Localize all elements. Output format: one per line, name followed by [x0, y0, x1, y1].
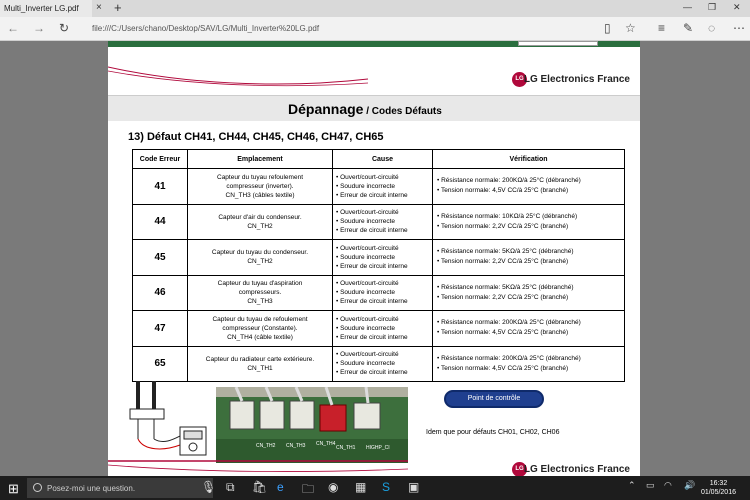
- favorite-star-icon[interactable]: ☆: [625, 21, 636, 35]
- page-subtitle: / Codes Défauts: [363, 106, 442, 117]
- photo-label-th1: CN_TH1: [336, 445, 356, 451]
- cause-cell-line: • Ouvert/court-circuité: [336, 351, 399, 359]
- tray-up-icon[interactable]: ⌃: [628, 480, 636, 490]
- table-header-row: [133, 150, 625, 169]
- photo-label-th3: CN_TH3: [286, 443, 306, 449]
- app-icon[interactable]: ▣: [408, 480, 420, 494]
- table-row: [133, 204, 625, 240]
- location-cell-line: CN_TH2: [247, 258, 273, 266]
- cause-cell-line: • Soudure incorrecte: [336, 324, 396, 332]
- table-row: [133, 275, 625, 311]
- photo-label-highp: HIGHP_CI: [366, 445, 390, 451]
- header-swoosh: [108, 65, 368, 89]
- location-cell-line: compresseur (Constante).: [222, 324, 298, 332]
- title-bar: [108, 95, 640, 121]
- footer-lg-logo: LG: [512, 462, 527, 477]
- clock[interactable]: [701, 479, 736, 497]
- lg-logo: LG: [512, 72, 527, 87]
- verification-cell-line: • Résistance normale: 10KΩ/à 25°C (débranché): [437, 212, 578, 220]
- cortana-search[interactable]: [27, 478, 213, 498]
- location-cell-line: CN_TH3: [247, 298, 273, 306]
- verification-cell: [433, 311, 625, 347]
- cause-cell: [333, 311, 433, 347]
- tab-close-icon[interactable]: ×: [96, 2, 102, 13]
- photo-label-th2: CN_TH2: [256, 443, 276, 449]
- network-icon[interactable]: ◠: [664, 480, 672, 490]
- verification-cell-line: • Tension normale: 2,2V CC/à 25°C (branché): [437, 293, 569, 301]
- refresh-icon[interactable]: ↻: [59, 21, 70, 35]
- location-cell-line: compresseurs.: [238, 289, 282, 297]
- location-cell: [188, 240, 333, 276]
- verification-cell: [433, 275, 625, 311]
- cause-cell: [333, 169, 433, 205]
- verification-cell-line: • Tension normale: 4,5V CC/à 25°C (branché): [437, 364, 569, 372]
- table-row: [133, 169, 625, 205]
- chrome-icon[interactable]: ◉: [328, 480, 339, 494]
- location-cell-line: Capteur du tuyau de refoulement: [212, 315, 308, 323]
- volume-icon[interactable]: 🔊: [684, 480, 696, 490]
- skype-icon[interactable]: S: [382, 480, 391, 494]
- location-cell-line: CN_TH4 (câble textile): [227, 333, 293, 341]
- cause-cell-line: • Ouvert/court-circuité: [336, 244, 399, 252]
- windows-start-icon[interactable]: ⊞: [8, 481, 19, 496]
- verification-cell: [433, 346, 625, 382]
- cause-cell-line: • Erreur de circuit interne: [336, 227, 408, 235]
- cause-cell: [333, 346, 433, 382]
- verification-cell-line: • Résistance normale: 5KΩ/à 25°C (débranché): [437, 248, 574, 256]
- table-header-cell: Cause: [333, 150, 433, 169]
- search-placeholder: Posez-moi une question.: [47, 484, 136, 493]
- footer-swoosh: [108, 459, 408, 476]
- table-row: [133, 240, 625, 276]
- page-title: [288, 101, 442, 117]
- verification-cell-line: • Tension normale: 4,5V CC/à 25°C (branché): [437, 329, 569, 337]
- page-footer: [108, 459, 640, 476]
- control-point-button[interactable]: Point de contrôle: [444, 390, 544, 408]
- location-cell-line: Capteur du tuyau d'aspiration: [217, 280, 303, 288]
- verification-cell-line: • Tension normale: 2,2V CC/à 25°C (branché): [437, 222, 569, 230]
- cause-cell-line: • Soudure incorrecte: [336, 253, 396, 261]
- pcb-photo: [216, 387, 408, 463]
- cause-cell-line: • Soudure incorrecte: [336, 182, 396, 190]
- cause-cell-line: • Erreur de circuit interne: [336, 262, 408, 270]
- minimize-icon[interactable]: —: [683, 2, 692, 12]
- cause-cell-line: • Soudure incorrecte: [336, 289, 396, 297]
- verification-cell-line: • Tension normale: 4,5V CC/à 25°C (branché): [437, 187, 569, 195]
- task-view-icon[interactable]: ⧉: [226, 480, 235, 494]
- microphone-icon[interactable]: 🎙: [201, 480, 217, 494]
- share-icon[interactable]: ◌: [708, 21, 716, 35]
- location-cell-line: CN_TH3 (câbles textile): [225, 191, 295, 199]
- web-note-icon[interactable]: ✎: [683, 21, 694, 35]
- forward-icon[interactable]: →: [33, 21, 45, 35]
- store-icon[interactable]: 🛍: [252, 480, 268, 494]
- pdf-page: [108, 47, 640, 476]
- section-heading: 13) Défaut CH41, CH44, CH45, CH46, CH47, CH65: [128, 131, 384, 143]
- cause-cell-line: • Erreur de circuit interne: [336, 333, 408, 341]
- clock-time: 16:32: [709, 480, 728, 487]
- page-header: [108, 67, 640, 91]
- page-title-main: Dépannage: [288, 101, 364, 117]
- verification-cell-line: • Résistance normale: 200KΩ/à 25°C (débranché): [437, 319, 581, 327]
- tab-bar: [0, 0, 750, 17]
- location-cell-line: compresseur (inverter).: [226, 182, 294, 190]
- cause-cell: [333, 240, 433, 276]
- cause-cell-line: • Erreur de circuit interne: [336, 191, 408, 199]
- tab-title: Multi_Inverter LG.pdf: [4, 4, 79, 13]
- new-tab-icon[interactable]: +: [114, 0, 122, 15]
- location-cell: [188, 346, 333, 382]
- error-code-cell: 44: [133, 204, 188, 240]
- cause-cell: [333, 275, 433, 311]
- close-window-icon[interactable]: ✕: [733, 2, 741, 12]
- cause-cell: [333, 204, 433, 240]
- location-cell-line: CN_TH2: [247, 222, 273, 230]
- browser-tab[interactable]: [0, 0, 92, 17]
- table-header-cell: Vérification: [433, 150, 625, 169]
- cause-cell-line: • Ouvert/court-circuité: [336, 173, 399, 181]
- battery-icon[interactable]: ▭: [646, 480, 655, 490]
- footer-brand-name: LG Electronics France: [523, 464, 630, 475]
- photo-label-th4: CN_TH4: [316, 441, 336, 447]
- verification-cell: [433, 240, 625, 276]
- cause-cell-line: • Erreur de circuit interne: [336, 298, 408, 306]
- brand-name: LG Electronics France: [523, 74, 630, 85]
- verification-cell-line: • Résistance normale: 200KΩ/à 25°C (débranché): [437, 354, 581, 362]
- location-cell-line: Capteur d'air du condenseur.: [218, 213, 302, 221]
- error-code-cell: 45: [133, 240, 188, 276]
- taskbar: [0, 476, 750, 500]
- location-cell: [188, 275, 333, 311]
- error-code-cell: 46: [133, 275, 188, 311]
- cause-cell-line: • Ouvert/court-circuité: [336, 315, 399, 323]
- error-codes-table: [132, 149, 625, 382]
- error-code-cell: 41: [133, 169, 188, 205]
- verification-cell-line: • Tension normale: 2,2V CC/à 25°C (branché): [437, 258, 569, 266]
- location-cell: [188, 311, 333, 347]
- address-field[interactable]: file:///C:/Users/chano/Desktop/SAV/LG/Multi_Inverter%20LG.pdf: [92, 24, 320, 33]
- clock-date: 01/05/2016: [700, 489, 736, 496]
- cause-cell-line: • Ouvert/court-circuité: [336, 280, 399, 288]
- location-cell-line: Capteur du tuyau refoulement: [217, 173, 303, 181]
- table-header-cell: Code Erreur: [133, 150, 188, 169]
- cause-cell-line: • Ouvert/court-circuité: [336, 209, 399, 217]
- address-bar: [0, 17, 750, 41]
- file-explorer-icon[interactable]: 🗀: [302, 482, 315, 496]
- maximize-icon[interactable]: ❐: [708, 2, 717, 12]
- location-cell: [188, 169, 333, 205]
- cause-cell-line: • Erreur de circuit interne: [336, 369, 408, 377]
- edge-icon[interactable]: e: [277, 480, 284, 494]
- cortana-icon: [33, 483, 42, 492]
- location-cell-line: Capteur du radiateur carte extérieure.: [205, 355, 315, 363]
- calendar-icon[interactable]: ▦: [355, 480, 367, 494]
- cause-cell-line: • Soudure incorrecte: [336, 360, 396, 368]
- hub-icon[interactable]: ≡: [658, 21, 666, 35]
- same-as-note: Idem que pour défauts CH01, CH02, CH06: [426, 429, 560, 436]
- more-icon[interactable]: ⋯: [733, 21, 745, 35]
- location-cell-line: CN_TH1: [247, 364, 273, 372]
- error-code-cell: 65: [133, 346, 188, 382]
- previous-page-box: [518, 41, 598, 46]
- verification-cell: [433, 169, 625, 205]
- back-icon[interactable]: ←: [7, 21, 19, 35]
- location-cell-line: Capteur du tuyau du condenseur.: [211, 249, 309, 257]
- table-row: [133, 311, 625, 347]
- location-cell: [188, 204, 333, 240]
- cause-cell-line: • Soudure incorrecte: [336, 218, 396, 226]
- table-row: [133, 346, 625, 382]
- multimeter-diagram: [124, 379, 208, 459]
- table-header-cell: Emplacement: [188, 150, 333, 169]
- error-code-cell: 47: [133, 311, 188, 347]
- verification-cell-line: • Résistance normale: 5KΩ/à 25°C (débranché): [437, 283, 574, 291]
- verification-cell-line: • Résistance normale: 200KΩ/à 25°C (débranché): [437, 177, 581, 185]
- pdf-viewer[interactable]: [0, 41, 750, 476]
- reading-view-icon[interactable]: ▯: [604, 21, 611, 35]
- table-body: [133, 169, 625, 382]
- verification-cell: [433, 204, 625, 240]
